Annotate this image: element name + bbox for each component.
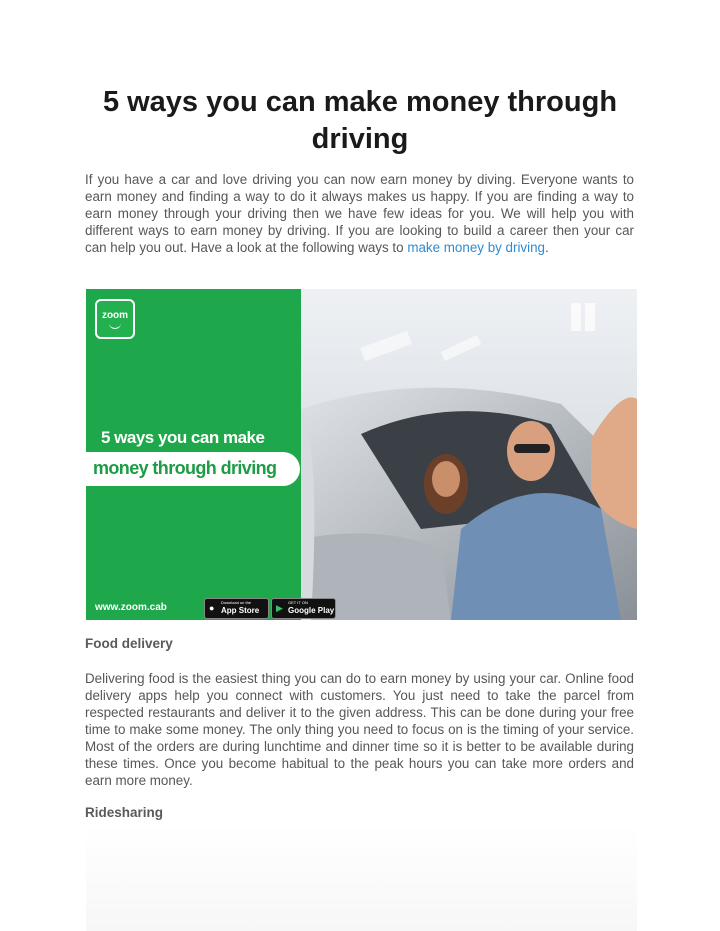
app-store-small-text: Download on the <box>221 600 252 605</box>
article-banner-image <box>86 289 637 620</box>
zoom-logo <box>95 299 135 339</box>
play-icon: ▶ <box>276 603 283 613</box>
food-delivery-paragraph: Delivering food is the easiest thing you can do to earn money by using your car. Online food delivery apps help you connect with customers. You just need to take the parcel from respected restaurants and deliver it to the given address. This can be done during your free time to make some money. The only thing you need to focus on is the timing of your service. Most of the orders are during lunchtime and dinner time so it is better to be available during these times. Once you become habitual to the peak hours you can take more orders and earn more money. <box>85 671 634 788</box>
google-play-small-text: GET IT ON <box>288 600 308 605</box>
intro-paragraph <box>85 171 634 256</box>
app-store-big-text: App Store <box>221 606 260 615</box>
intro-text: If you have a car and love driving you can now earn money by diving. Everyone wants to earn money and finding a way to do it always makes us happy. If you are finding a way to earn money through your driving then we have few ideas for you. We will help you with different ways to earn money by driving. If you are looking to build a career then your car can help you out. Have a look at the following ways to <box>85 172 634 255</box>
google-play-big-text: Google Play <box>288 606 335 615</box>
banner-headline-line2: money through driving <box>93 458 277 478</box>
apple-icon: ● <box>209 603 215 613</box>
zoom-smile-icon <box>109 323 121 329</box>
section-heading-food-delivery: Food delivery <box>85 636 173 651</box>
banner-headline-line1: 5 ways you can make <box>101 428 265 447</box>
page-bottom-fade <box>86 824 637 931</box>
banner-url: www.zoom.cab <box>95 602 167 613</box>
google-play-badge <box>271 598 336 619</box>
section-heading-ridesharing: Ridesharing <box>85 805 164 820</box>
make-money-link[interactable]: make money by driving <box>407 240 545 255</box>
driver-photo <box>301 289 637 620</box>
article-title: 5 ways you can make money through driving <box>102 86 618 155</box>
app-store-badge <box>204 598 269 619</box>
zoom-logo-text: zoom <box>101 310 129 321</box>
intro-end: . <box>545 240 549 255</box>
